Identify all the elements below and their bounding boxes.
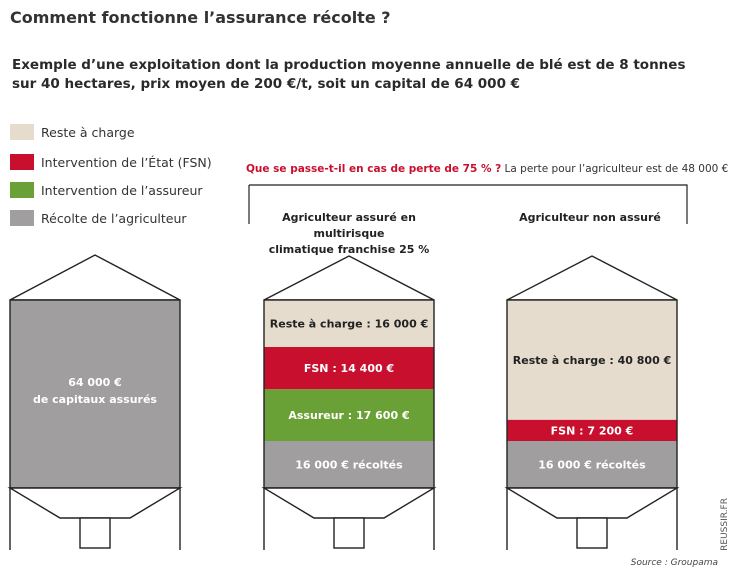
- publisher-credit: REUSSIR.FR: [720, 498, 730, 551]
- subtitle-line-2: sur 40 hectares, prix moyen de 200 €/t, soit un capital de 64 000 €: [12, 76, 521, 92]
- subtitle-line-1: Exemple d’une exploitation dont la production moyenne annuelle de blé est de 8 tonnes: [12, 57, 686, 73]
- legend-label: Intervention de l’État (FSN): [41, 154, 212, 170]
- silo-roof: [10, 255, 180, 300]
- silo-hopper: [264, 488, 434, 518]
- silo-spout: [80, 518, 110, 548]
- insured-head-line-2: climatique franchise 25 %: [268, 243, 430, 256]
- silo-hopper: [507, 488, 677, 518]
- page-title: Comment fonctionne l’assurance récolte ?: [10, 8, 391, 27]
- capital-amount: 64 000 €: [68, 376, 122, 389]
- silo-segment-label: Reste à charge : 16 000 €: [269, 317, 429, 331]
- silo-spout: [577, 518, 607, 548]
- silo-segment-label: Assureur : 17 600 €: [288, 409, 410, 423]
- silo-segment-label: 16 000 € récoltés: [295, 458, 403, 472]
- uninsured-column-header: Agriculteur non assuré: [519, 211, 661, 224]
- insured-column-header: [249, 210, 449, 258]
- silo-segment-label: 16 000 € récoltés: [538, 458, 646, 472]
- legend-label: Intervention de l’assureur: [41, 182, 203, 198]
- silo-roof: [507, 256, 677, 300]
- legend-label: Reste à charge: [41, 124, 135, 140]
- insured-head-line-1: Agriculteur assuré en multirisque: [282, 211, 416, 240]
- silo-roof: [264, 256, 434, 300]
- question-highlight: Que se passe-t-il en cas de perte de 75 % ?: [246, 163, 502, 175]
- silo-hopper: [10, 488, 180, 518]
- silo-segment-label: FSN : 7 200 €: [550, 424, 634, 438]
- silo-spout: [334, 518, 364, 548]
- source-note: Source : Groupama: [630, 558, 718, 568]
- silo-segment-label: FSN : 14 400 €: [303, 362, 395, 376]
- silo-segment-label: Reste à charge : 40 800 €: [512, 353, 672, 367]
- legend-label: Récolte de l’agriculteur: [41, 210, 187, 226]
- silo-uninsured: [507, 256, 677, 550]
- question-rest: La perte pour l’agriculteur est de 48 000 €: [501, 163, 729, 175]
- silo-insured: [264, 256, 434, 550]
- capital-caption: de capitaux assurés: [33, 393, 157, 406]
- silo-capital: [10, 255, 180, 550]
